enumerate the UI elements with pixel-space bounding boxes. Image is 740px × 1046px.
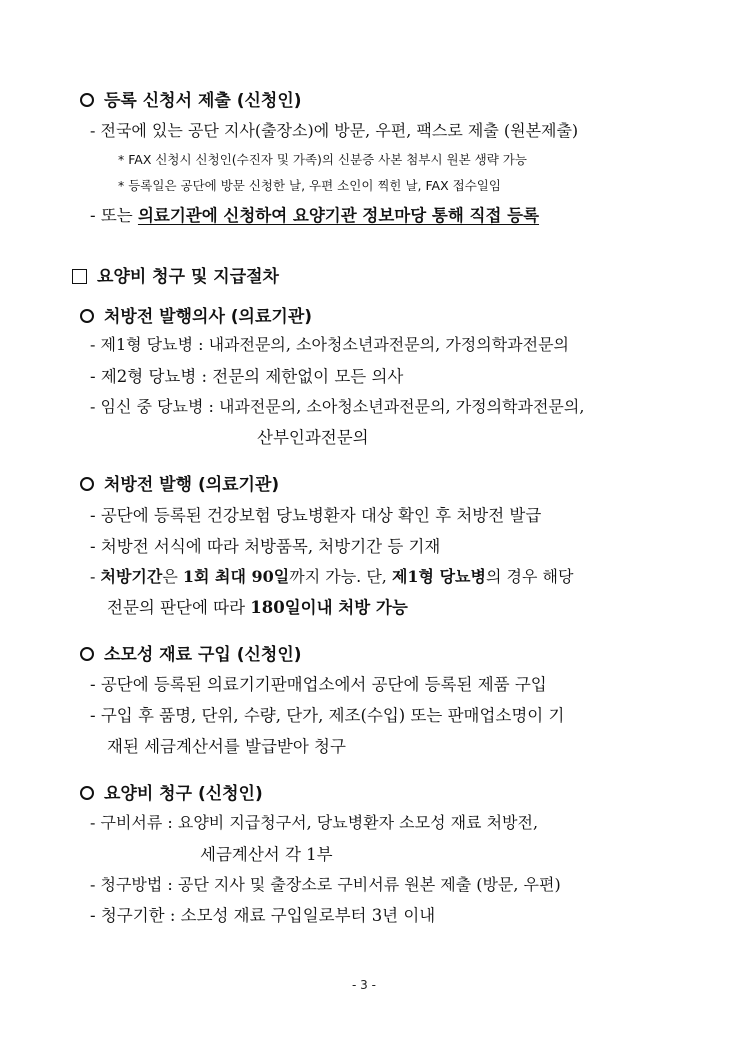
circle-bullet-icon [80,786,94,800]
circle-bullet-icon [80,647,94,661]
prescription-line-2: - 처방전 서식에 따라 처방품목, 처방기간 등 기재 [90,537,441,556]
claim-line-1: - 구비서류 : 요양비 지급청구서, 당뇨병환자 소모성 재료 처방전, [90,813,539,832]
register-direct-emphasis: 의료기관에 신청하여 요양기관 정보마당 통해 직접 등록 [137,206,540,225]
page-number: - 3 - [352,978,376,992]
circle-bullet-icon [80,93,94,107]
register-heading: 등록 신청서 제출 (신청인) [80,86,302,111]
claim-line-1-cont: 세금계산서 각 1부 [200,845,333,864]
register-note-2: * 등록일은 공단에 방문 신청한 날, 우편 소인이 찍힌 날, FAX 접수일임 [118,178,501,193]
prescription-heading: 처방전 발행 (의료기관) [80,470,279,495]
prescription-line-3: - 처방기간은 1회 최대 90일까지 가능. 단, 제1형 당뇨병의 경우 해당 [90,567,574,586]
prescription-line-3-cont: 전문의 판단에 따라 180일이내 처방 가능 [107,598,408,617]
purchase-line-2-cont: 재된 세금계산서를 발급받아 청구 [107,737,346,756]
doctor-heading: 처방전 발행의사 (의료기관) [80,302,312,327]
prescription-line-1: - 공단에 등록된 건강보험 당뇨병환자 대상 확인 후 처방전 발급 [90,506,542,525]
claim-heading: 요양비 청구 (신청인) [80,779,263,804]
doctor-line-2: - 제2형 당뇨병 : 전문의 제한없이 모든 의사 [90,367,404,386]
purchase-line-1: - 공단에 등록된 의료기기판매업소에서 공단에 등록된 제품 구입 [90,675,547,694]
doctor-line-3-cont: 산부인과전문의 [257,428,369,447]
main-section-heading: 요양비 청구 및 지급절차 [72,262,279,287]
register-line-2: - 또는 의료기관에 신청하여 요양기관 정보마당 통해 직접 등록 [90,206,540,225]
purchase-heading: 소모성 재료 구입 (신청인) [80,640,302,665]
square-bullet-icon [72,269,87,284]
circle-bullet-icon [80,309,94,323]
claim-line-3: - 청구기한 : 소모성 재료 구입일로부터 3년 이내 [90,906,436,925]
claim-line-2: - 청구방법 : 공단 지사 및 출장소로 구비서류 원본 제출 (방문, 우편) [90,875,561,894]
register-line-1: - 전국에 있는 공단 지사(출장소)에 방문, 우편, 팩스로 제출 (원본제출) [90,121,579,140]
doctor-line-3: - 임신 중 당뇨병 : 내과전문의, 소아청소년과전문의, 가정의학과전문의, [90,397,585,416]
register-note-1: * FAX 신청시 신청인(수진자 및 가족)의 신분증 사본 첨부시 원본 생략 가능 [118,152,527,167]
purchase-line-2: - 구입 후 품명, 단위, 수량, 단가, 제조(수입) 또는 판매업소명이 기 [90,706,565,725]
doctor-line-1: - 제1형 당뇨병 : 내과전문의, 소아청소년과전문의, 가정의학과전문의 [90,335,569,354]
circle-bullet-icon [80,477,94,491]
